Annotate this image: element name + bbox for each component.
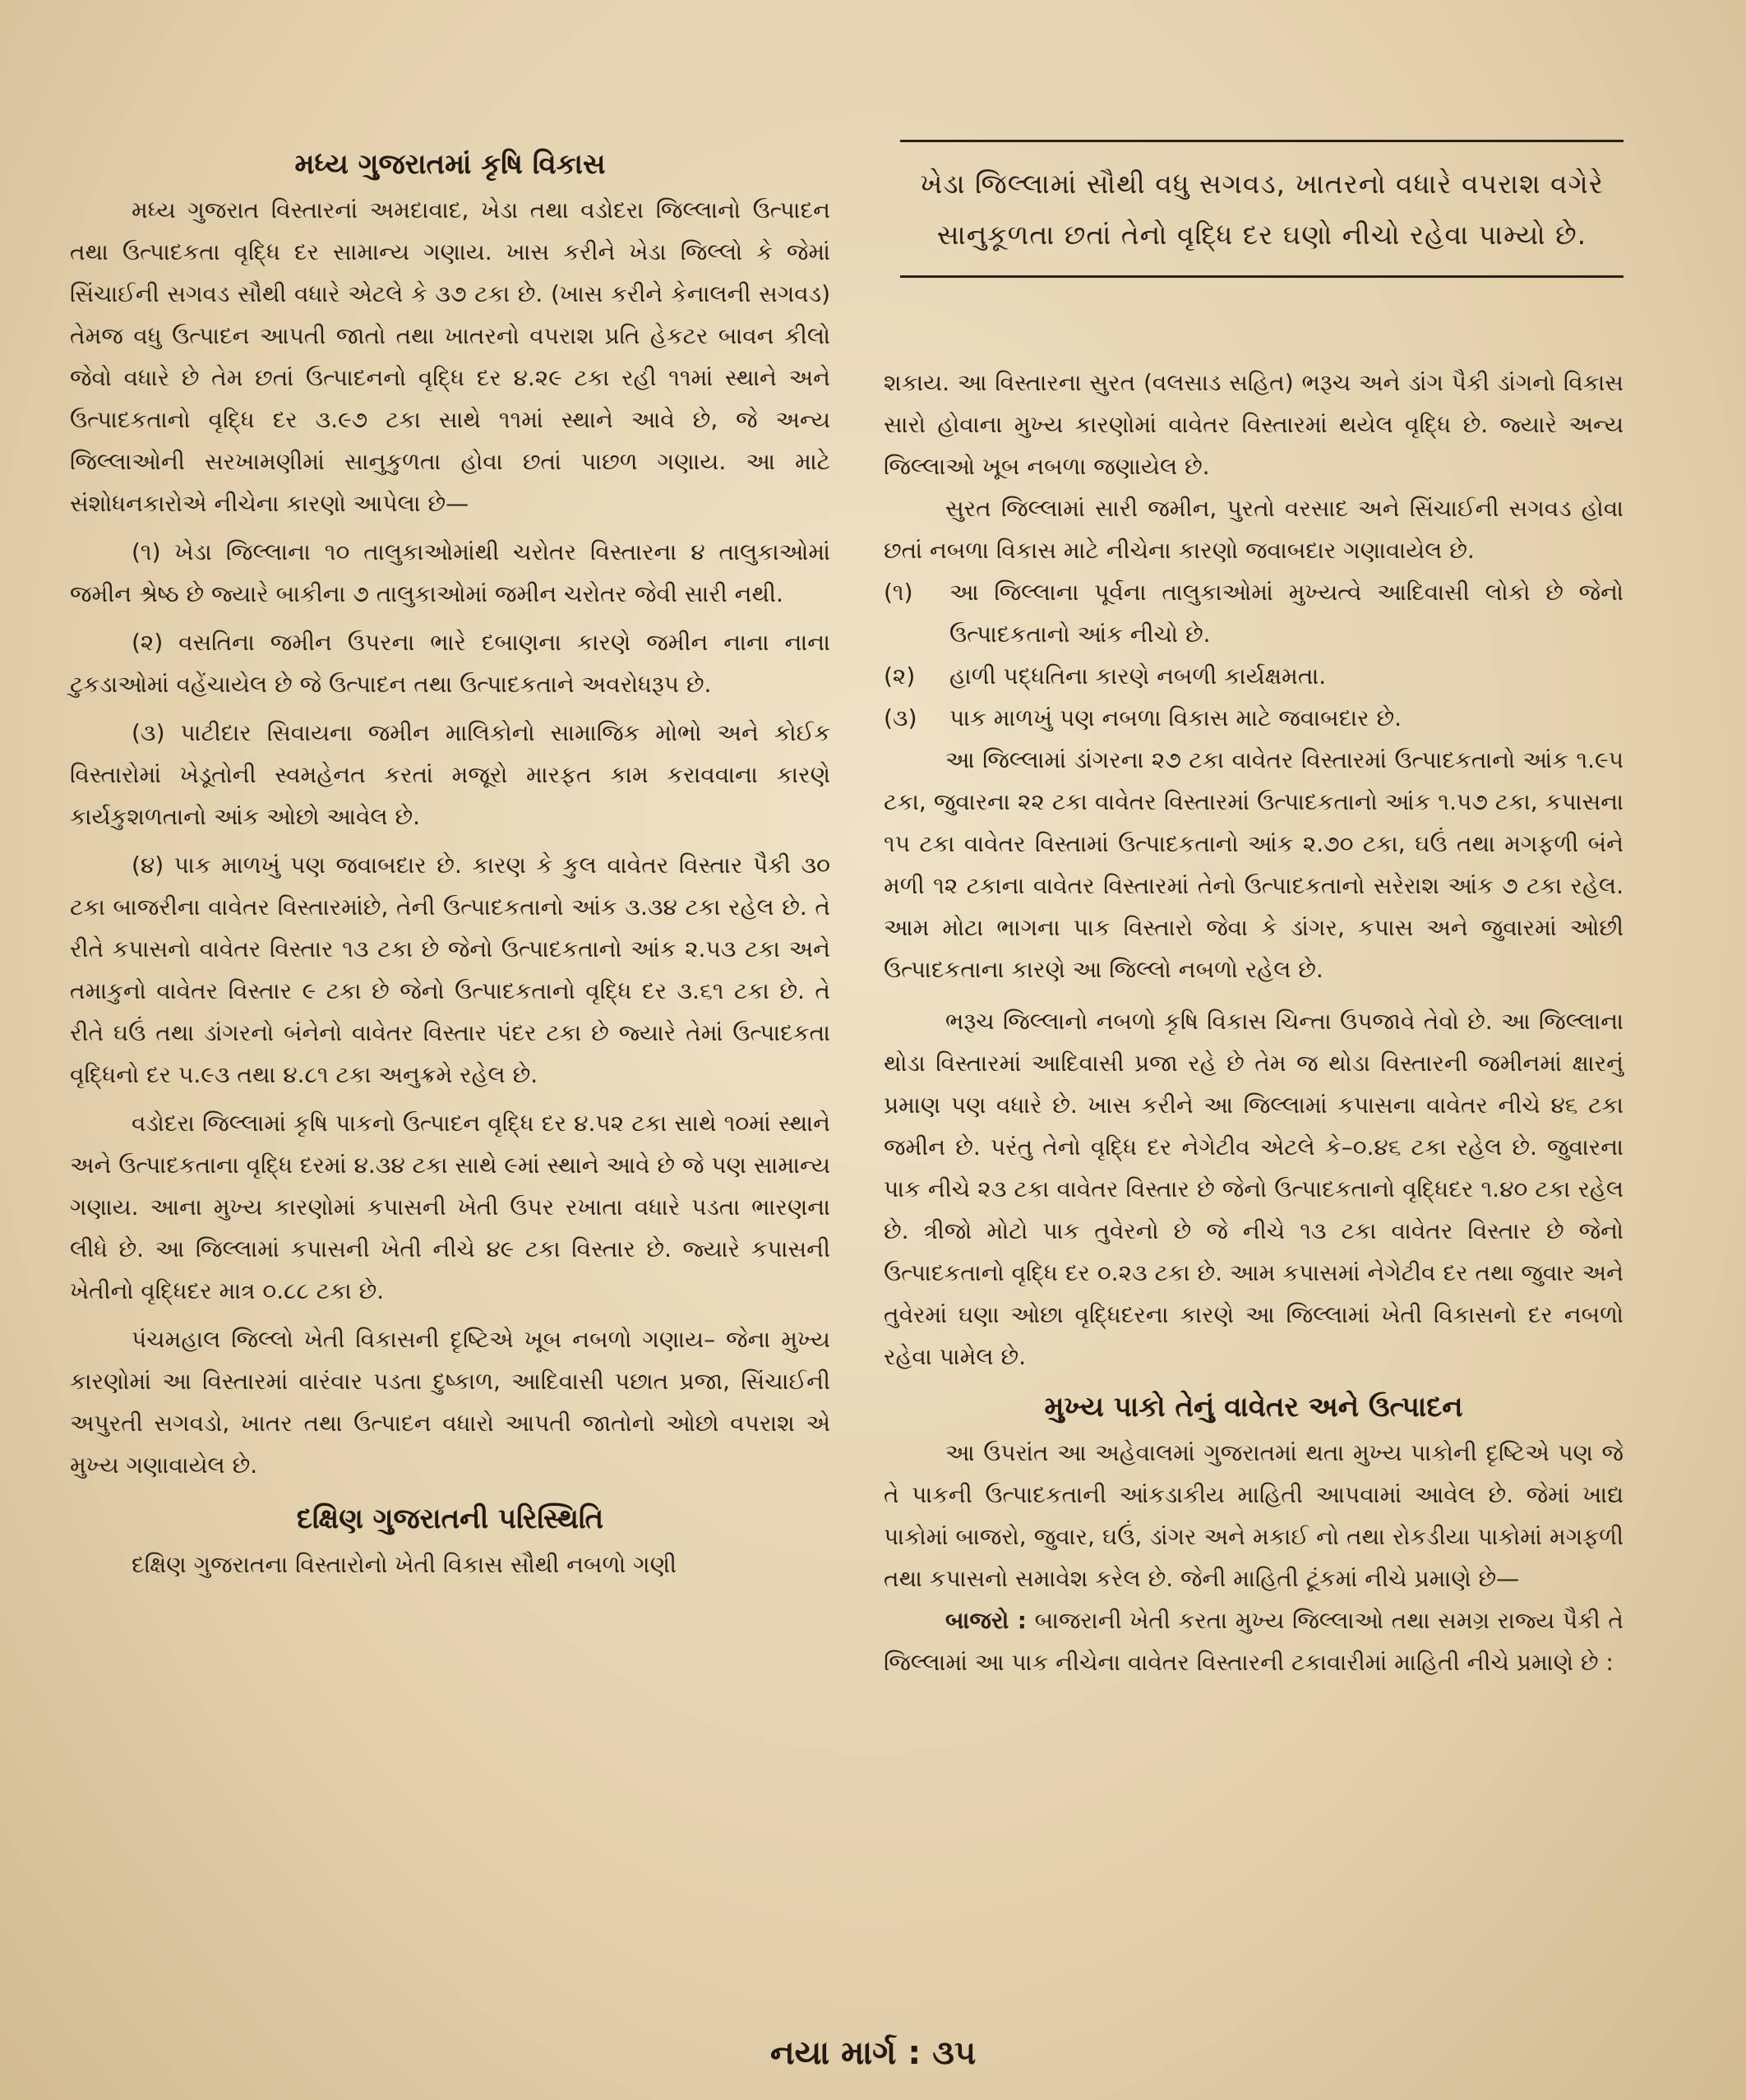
- paragraph: શકાય. આ વિસ્તારના સુરત (વલસાડ સહિત) ભરૂચ અને ડાંગ પૈકી ડાંગનો વિકાસ સારો હોવાના મુખ્ય કારણોમાં વાવેતર વિસ્તારમાં થયેલ વૃદ્ધિ છે. જ્યારે અન્ય જિલ્લાઓ ખૂબ નબળા જણાયેલ છે.: [884, 369, 1624, 480]
- paragraph: [884, 1599, 1624, 1683]
- reasons-list: [884, 571, 1624, 739]
- paragraph: પંચમહાલ જિલ્લો ખેતી વિકાસની દૃષ્ટિએ ખૂબ નબળો ગણાય– જેના મુખ્ય કારણોમાં આ વિસ્તારમાં વારંવાર પડતા દુષ્કાળ, આદિવાસી પછાત પ્રજા, સિંચાઈની અપુરતી સગવડો, ખાતર તથા ઉત્પાદન વધારો આપતી જાતોનો ઓછો વપરાશ એ મુખ્ય ગણાવાયેલ છે.: [70, 1326, 830, 1479]
- list-item: [884, 655, 1624, 697]
- list-item-text: આ જિલ્લાના પૂર્વના તાલુકાઓમાં મુખ્યત્વે આદિવાસી લોકો છે જેનો ઉત્પાદકતાનો આંક નીચો છે.: [949, 579, 1624, 648]
- paragraph: દક્ષિણ ગુજરાતના વિસ્તારોનો ખેતી વિકાસ સૌથી નબળો ગણી: [132, 1551, 677, 1578]
- paragraph: (૧) ખેડા જિલ્લાના ૧૦ તાલુકાઓમાંથી ચરોતર વિસ્તારના ૪ તાલુકાઓમાં જમીન શ્રેષ્ઠ છે જ્યારે બાકીના ૭ તાલુકાઓમાં જમીન ચરોતર જેવી સારી નથી.: [70, 538, 830, 607]
- left-column: [70, 0, 830, 1585]
- heading-main-crops: મુખ્ય પાકો તેનું વાવેતર અને ઉત્પાદન: [1044, 1391, 1463, 1424]
- paragraph: ભરૂચ જિલ્લાનો નબળો કૃષિ વિકાસ ચિન્તા ઉપજાવે તેવો છે. આ જિલ્લાના થોડા વિસ્તારમાં આદિવાસી પ્રજા રહે છે તેમ જ થોડા વિસ્તારની જમીનમાં ક્ષારનું પ્રમાણ પણ વધારે છે. ખાસ કરીને આ જિલ્લામાં કપાસના વાવેતર નીચે ૪૬ ટકા જમીન છે. પરંતુ તેનો વૃદ્ધિ દર નેગેટીવ એટલે કે–૦.૪૬ ટકા રહેલ છે. જુવારના પાક નીચે ૨૩ ટકા વાવેતર વિસ્તાર છે જેનો ઉત્પાદકતાનો વૃદ્ધિદર ૧.૪૦ ટકા રહેલ છે. ત્રીજો મોટો પાક તુવેરનો છે જે નીચે ૧૩ ટકા વાવેતર વિસ્તાર છે જેનો ઉત્પાદકતાનો વૃદ્ધિ દર ૦.૨૩ ટકા છે. આમ કપાસમાં નેગેટીવ દર તથા જુવાર અને તુવેરમાં ઘણા ઓછા વૃદ્ધિદરના કારણે આ જિલ્લામાં ખેતી વિકાસનો દર નબળો રહેવા પામેલ છે.: [884, 1008, 1624, 1370]
- paragraph: મધ્ય ગુજરાત વિસ્તારનાં અમદાવાદ, ખેડા તથા વડોદરા જિલ્લાનો ઉત્પાદન તથા ઉત્પાદકતા વૃદ્ધિ દર સામાન્ય ગણાય. ખાસ કરીને ખેડા જિલ્લો કે જેમાં સિંચાઈની સગવડ સૌથી વધારે એટલે કે ૩૭ ટકા છે. (ખાસ કરીને કેનાલની સગવડ) તેમજ વધુ ઉત્પાદન આપતી જાતો તથા ખાતરનો વપરાશ પ્રતિ હેકટર બાવન કીલો જેવો વધારે છે તેમ છતાં ઉત્પાદનનો વૃદ્ધિ દર ૪.૨૯ ટકા રહી ૧૧માં સ્થાને અને ઉત્પાદકતાનો વૃદ્ધિ દર ૩.૯૭ ટકા સાથે ૧૧માં સ્થાને આવે છે, જે અન્ય જિલ્લાઓની સરખામણીમાં સાનુકુળતા હોવા છતાં પાછળ ગણાય. આ માટે સંશોધનકારોએ નીચેના કારણો આપેલા છે—: [70, 196, 830, 517]
- right-column: [884, 362, 1624, 1683]
- paragraph: (૨) વસતિના જમીન ઉપરના ભારે દબાણના કારણે જમીન નાના નાના ટુકડાઓમાં વહેંચાયેલ છે જે ઉત્પાદન તથા ઉત્પાદકતાને અવરોધરૂપ છે.: [70, 629, 830, 698]
- bajra-label: બાજરો :: [945, 1607, 1027, 1634]
- paragraph: આ ઉપરાંત આ અહેવાલમાં ગુજરાતમાં થતા મુખ્ય પાકોની દૃષ્ટિએ પણ જે તે પાકની ઉત્પાદકતાની આંકડાકીય માહિતી આપવામાં આવેલ છે. જેમાં ખાદ્ય પાકોમાં બાજરો, જુવાર, ઘઉં, ડાંગર અને મકાઈ નો તથા રોકડીયા પાકોમાં મગફળી તથા કપાસનો સમાવેશ કરેલ છે. જેની માહિતી ટૂંકમાં નીચે પ્રમાણે છે—: [884, 1439, 1624, 1592]
- paragraph: (૩) પાટીદાર સિવાયના જમીન માલિકોનો સામાજિક મોભો અને કોઈક વિસ્તારોમાં ખેડૂતોની સ્વમહેનત કરતાં મજૂરો મારફત કામ કરાવવાના કારણે કાર્યકુશળતાનો આંક ઓછો આવેલ છે.: [70, 719, 830, 830]
- list-item-number: (૩): [884, 704, 917, 732]
- list-item-text: પાક માળખું પણ નબળા વિકાસ માટે જવાબદાર છે.: [949, 704, 1402, 732]
- heading-central-gujarat: મધ્ય ગુજરાતમાં કૃષિ વિકાસ: [294, 148, 606, 181]
- paragraph: આ જિલ્લામાં ડાંગરના ૨૭ ટકા વાવેતર વિસ્તારમાં ઉત્પાદકતાનો આંક ૧.૯૫ ટકા, જુવારના ૨૨ ટકા વાવેતર વિસ્તારમાં ઉત્પાદકતાનો આંક ૧.૫૭ ટકા, કપાસના ૧૫ ટકા વાવેતર વિસ્તામાં ઉત્પાદકતાનો આંક ૨.૭૦ ટકા, ઘઉં તથા મગફળી બંને મળી ૧૨ ટકાના વાવેતર વિસ્તારમાં તેનો ઉત્પાદકતાનો સરેરાશ આંક ૭ ટકા રહેલ. આમ મોટા ભાગના પાક વિસ્તારો જેવા કે ડાંગર, કપાસ અને જુવારમાં ઓછી ઉત્પાદકતાના કારણે આ જિલ્લો નબળો રહેલ છે.: [884, 746, 1624, 983]
- pull-quote-text: ખેડા જિલ્લામાં સૌથી વધુ સગવડ, ખાતરનો વધારે વપરાશ વગેરે સાનુકૂળતા છતાં તેનો વૃદ્ધિ દર ઘણો નીચો રહેવા પામ્યો છે.: [920, 168, 1604, 251]
- pull-quote-box: [900, 140, 1624, 278]
- list-item-text: હાળી પદ્ધતિના કારણે નબળી કાર્યક્ષમતા.: [949, 662, 1327, 690]
- bajra-text: બાજરાની ખેતી કરતા મુખ્ય જિલ્લાઓ તથા સમગ્ર રાજ્ય પૈકી તે જિલ્લામાં આ પાક નીચેના વાવેતર વિસ્તારની ટકાવારીમાં માહિતી નીચે પ્રમાણે છે :: [884, 1607, 1624, 1676]
- heading-south-gujarat: દક્ષિણ ગુજરાતની પરિસ્થિતિ: [296, 1502, 604, 1535]
- list-item-number: (૨): [884, 662, 916, 690]
- list-item-number: (૧): [884, 579, 913, 606]
- list-item: [884, 571, 1624, 655]
- paragraph: સુરત જિલ્લામાં સારી જમીન, પુરતો વરસાદ અને સિંચાઈની સગવડ હોવા છતાં નબળા વિકાસ માટે નીચેના કારણો જવાબદાર ગણાવાયેલ છે.: [884, 495, 1624, 564]
- list-item: [884, 697, 1624, 739]
- page-footer: નયા માર્ગ : ૩૫: [769, 2034, 977, 2072]
- paragraph: વડોદરા જિલ્લામાં કૃષિ પાકનો ઉત્પાદન વૃદ્ધિ દર ૪.૫૨ ટકા સાથે ૧૦માં સ્થાને અને ઉત્પાદકતાના વૃદ્ધિ દરમાં ૪.૩૪ ટકા સાથે ૯માં સ્થાને આવે છે જે પણ સામાન્ય ગણાય. આના મુખ્ય કારણોમાં કપાસની ખેતી ઉપર રખાતા વધારે પડતા ભારણના લીધે છે. આ જિલ્લામાં કપાસની ખેતી નીચે ૪૯ ટકા વિસ્તાર છે. જ્યારે કપાસની ખેતીનો વૃદ્ધિદર માત્ર ૦.૮૮ ટકા છે.: [70, 1110, 830, 1304]
- paragraph: (૪) પાક માળખું પણ જવાબદાર છે. કારણ કે કુલ વાવેતર વિસ્તાર પૈકી ૩૦ ટકા બાજરીના વાવેતર વિસ્તારમાંછે, તેની ઉત્પાદકતાનો આંક ૩.૩૪ ટકા રહેલ છે. તે રીતે કપાસનો વાવેતર વિસ્તાર ૧૩ ટકા છે જેનો ઉત્પાદકતાનો આંક ૨.૫૩ ટકા અને તમાકુનો વાવેતર વિસ્તાર ૯ ટકા છે જેનો ઉત્પાદકતાનો વૃદ્ધિ દર ૩.૬૧ ટકા છે. તે રીતે ઘઉં તથા ડાંગરનો બંનેનો વાવેતર વિસ્તાર પંદર ટકા છે જ્યારે તેમાં ઉત્પાદકતા વૃદ્ધિનો દર ૫.૯૩ તથા ૪.૮૧ ટકા અનુક્રમે રહેલ છે.: [70, 852, 830, 1088]
